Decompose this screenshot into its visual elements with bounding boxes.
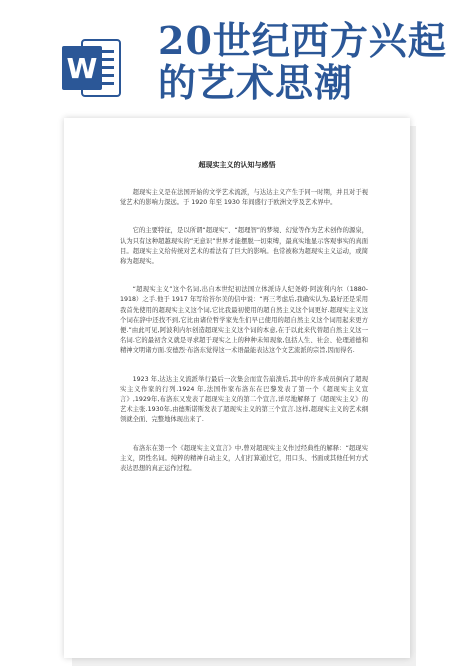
document-page (64, 118, 410, 658)
word-document-icon (60, 36, 124, 100)
paragraph-5: 布洛东在第一个《超现实主义宣言》中,曾对超现实主义作过经典性的解释：“超现实主义，阴性名词。纯粹的精神自动主义，人们打算通过它，用口头、书面或其他任何方式表达思想的真正运作过程。 (120, 444, 368, 473)
banner-title-line-1: 20世纪西方兴起 (158, 18, 447, 63)
document-heading: 超现实主义的认知与感悟 (198, 161, 276, 169)
paragraph-2: 它的主要特征，是以所谓“超现实”、“超理智”的梦境、幻觉等作为艺术创作的源泉，认为只有这种超越现实的“无意识”世界才能摆脱一切束缚，最真实地显示客观事实的真面目。超现实主义给传统对艺术的看法有了巨大的影响。也常被称为超现实主义运动，或简称为超现实。 (120, 227, 368, 266)
banner-title (158, 20, 458, 104)
paragraph-1: 超现实主义是在法国开始的文学艺术流派，与达达主义产生于同一时期，并且对于视觉艺术的影响力深远。于 1920 年至 1930 年间盛行于欧洲文学及艺术界中。 (120, 189, 368, 207)
banner-title-line-2: 的艺术思潮 (158, 60, 354, 105)
paragraph-4: 1923 年,达达主义流派举行最后一次集会而宣告崩溃后,其中的许多成员倒向了超现实主义作家的行列.1924 年,法国作家布洛东在巴黎发表了第一个《超现实主义宣言》,1929年,布洛东又发表了超现实主义的第二个宣言,详尽地解释了《超现实主义》的艺术主张.1930年,由德斯诺斯发表了超现实主义的第三个宣言.这样,超现实主义的艺术纲领就全面、完整地体现出来了. (120, 375, 368, 424)
svg-text:W: W (66, 52, 98, 85)
paragraph-3: “超现实主义”这个名词,出自本世纪初法国立体派诗人纪尧姆·阿波利内尔（1880-1918）之手.他于 1917 年写给苔尔美的信中说：“再三考虑后,我确实认为,最好还是采用我首先使用的超现实主义这个词,它比我最初使用的超自然主义这个词更好.超现实主义这个词在辞中还找不到,它比由诸位哲学家先生们早已使用的超自然主义这个词用起来更方便.”由此可见,阿波利内尔创造超现实主义这个词的本意,在于以此来代替超自然主义这一名词.它的最初含义就是寻求超于现实之上的种种未知现象,包括人生、社会、伦理道德和精神文明诸方面.安德烈·布洛东觉得这一术语最能表达这个文艺流派的宗旨,因而得名. (120, 286, 368, 355)
document-body (120, 188, 368, 473)
header-banner (0, 0, 474, 120)
